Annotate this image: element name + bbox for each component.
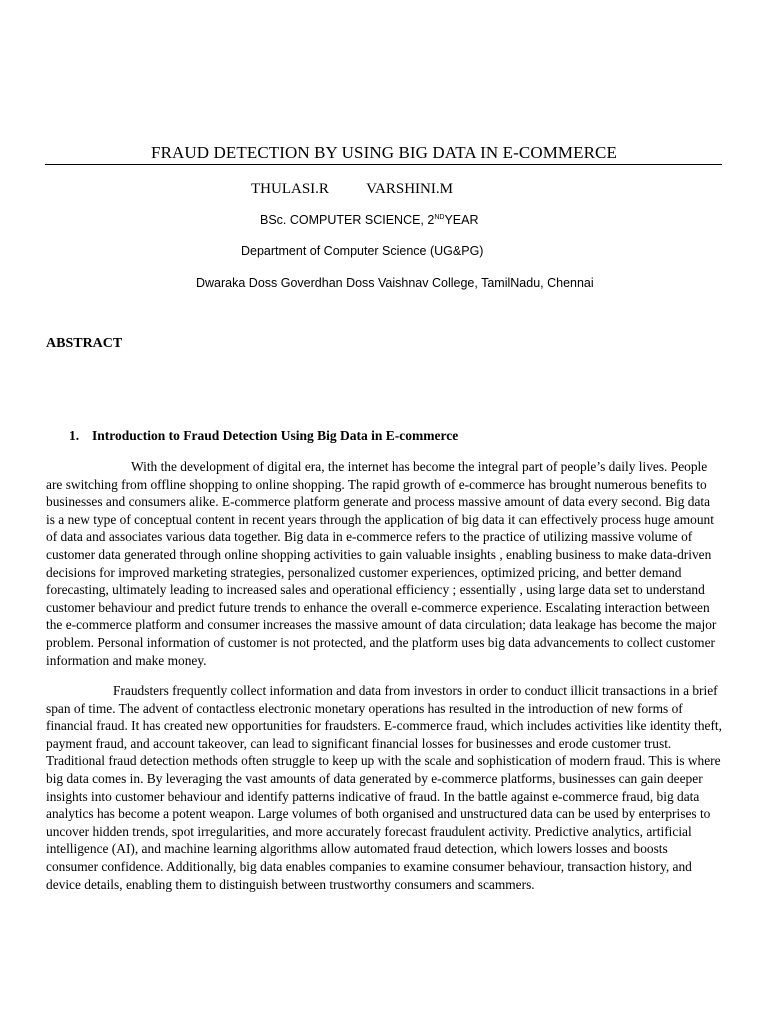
title-underline bbox=[45, 164, 722, 165]
course-line bbox=[260, 213, 479, 227]
course-prefix: BSc. COMPUTER SCIENCE, 2 bbox=[260, 213, 435, 227]
document-title: FRAUD DETECTION BY USING BIG DATA IN E-COMMERCE bbox=[151, 143, 617, 162]
abstract-heading: ABSTRACT bbox=[46, 336, 123, 351]
author-names: THULASI.R VARSHINI.M bbox=[251, 181, 453, 197]
body-paragraph: Fraudsters frequently collect information and data from investors in order to conduct illicit transactions in a brief span of time. The advent of contactless electronic monetary operations has resulted in the introduction of new forms of financial fraud. It has created new opportunities for fraudsters. E-commerce fraud, which includes activities like identity theft, payment fraud, and account takeover, can lead to significant financial losses for businesses and erode customer trust. Traditional fraud detection methods often struggle to keep up with the scale and sophistication of modern fraud. This is where big data comes in. By leveraging the vast amounts of data generated by e-commerce platforms, businesses can gain deeper insights into customer behaviour and identify patterns indicative of fraud. In the battle against e-commerce fraud, big data analytics has become a potent weapon. Large volumes of both organised and unstructured data can be used by enterprises to uncover hidden trends, spot irregularities, and more accurately forecast fraudulent activity. Predictive analytics, artificial intelligence (AI), and machine learning algorithms allow automated fraud detection, which lowers losses and boosts consumer confidence. Additionally, big data enables companies to examine consumer behaviour, transaction history, and device details, enabling them to distinguish between trustworthy consumers and scammers. bbox=[46, 683, 722, 892]
section-title: Introduction to Fraud Detection Using Big Data in E-commerce bbox=[92, 428, 459, 443]
body-paragraph: With the development of digital era, the internet has become the integral part of people’s daily lives. People are switching from offline shopping to online shopping. The rapid growth of e-commerce has brought numerous benefits to businesses and consumers alike. E-commerce platform generate and process massive amount of data every second. Big data is a new type of conceptual content in recent years through the application of big data it can effectively process huge amount of data and associates various data together. Big data in e-commerce refers to the practice of utilizing massive volume of customer data generated through online shopping activities to gain valuable insights , enabling business to make data-driven decisions for improved marketing strategies, personalized customer experiences, optimized pricing, and better demand forecasting, ultimately leading to increased sales and operational efficiency ; essentially , using large data set to understand customer behaviour and predict future trends to enhance the overall e-commerce experience. Escalating interaction between the e-commerce platform and consumer increases the massive amount of data circulation; data leakage has become the major problem. Personal information of customer is not protected, and the platform uses big data advancements to collect customer information and make money. bbox=[46, 459, 717, 668]
course-superscript: ND bbox=[434, 214, 445, 221]
section-heading bbox=[69, 428, 458, 444]
course-suffix: YEAR bbox=[444, 213, 479, 227]
section-number: 1. bbox=[69, 428, 80, 443]
department-line: Department of Computer Science (UG&PG) bbox=[241, 244, 484, 258]
college-line: Dwaraka Doss Goverdhan Doss Vaishnav College, TamilNadu, Chennai bbox=[196, 276, 594, 290]
